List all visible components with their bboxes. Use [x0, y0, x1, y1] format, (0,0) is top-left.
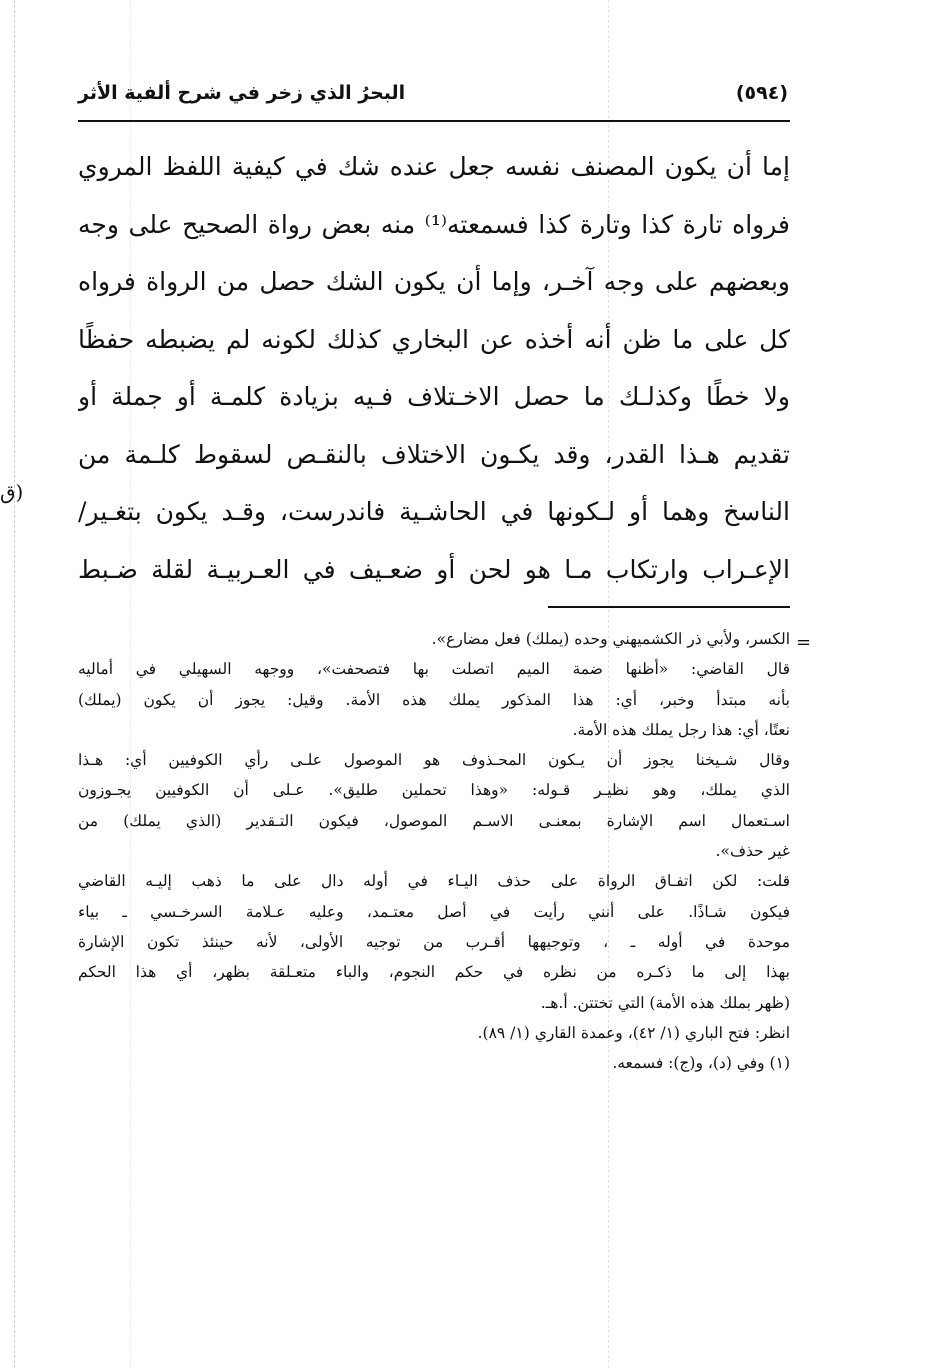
margin-marker: (ق — [0, 480, 24, 504]
footnote-line: قلت: لكن اتفـاق الرواة على حذف اليـاء في أوله دال على ما ذهب إليـه القاضي — [78, 872, 790, 891]
footnote-line: الكسر، ولأبي ذر الكشميهني وحده (يملك) فعل مضارع». — [431, 630, 790, 648]
footnote-line: (ظهر بملك هذه الأمة) التي تختتن. أ.هـ. — [540, 993, 790, 1012]
page-number: (٥٩٤) — [735, 82, 788, 104]
scan-fold-line — [14, 0, 15, 1368]
footnote-line: بهذا إلى ما ذكـره من نظره في حكم النجوم، والباء متعـلقة بظهر، أي هذا الحكم — [78, 963, 790, 982]
main-text-line: وبعضهم على وجه آخـر، وإما أن يكون الشك حصل من الرواة فرواه — [78, 267, 790, 296]
footnote-line: وقال شـيخنا يجوز أن يـكون المحـذوف هو الموصول علـى رأي الكوفيين أي: هـذا — [78, 751, 790, 770]
footnotes — [78, 624, 790, 1078]
main-text — [78, 138, 790, 598]
main-text-line: تقديم هـذا القدر، وقد يكـون الاختلاف بالنقـص لسقوط كلـمة من — [78, 439, 790, 469]
main-text-line: الإعـراب وارتكاب مـا هو لحن أو ضعـيف في العـربيـة لقلة ضـبط — [78, 554, 790, 584]
footnote-line: غير حذف». — [715, 842, 790, 861]
main-text-line: الناسخ وهما أو لـكونها في الحاشـية فاندرست، وقـد يكون بتغـير/ — [78, 497, 790, 526]
page-header — [78, 78, 790, 122]
footnote-line: اسـتعمال اسم الإشارة بمعنـى الاسـم الموصول، فيكون التـقدير (الذي يملك) من — [78, 811, 790, 830]
footnote-line: الذي يملك، وهو نظيـر قـوله: «وهذا تحملين طليق». عـلى أن الكوفيين يجـوزون — [78, 781, 790, 800]
main-text-line: ولا خطًا وكذلـك ما حصل الاخـتلاف فـيه بزيادة كلمـة أو جملة أو — [78, 382, 790, 411]
footnote-line: قال القاضي: «أظنها ضمة الميم اتصلت بها فتصحفت»، ووجهه السهيلي في أماليه — [78, 660, 790, 679]
continuation-marker: = — [796, 632, 812, 653]
main-text-line: كل على ما ظن أنه أخذه عن البخاري كذلك لكونه لم يضبطه حفظًا — [78, 324, 790, 354]
footnote-line: موحدة في أوله ـ ، وتوجيهها أقـرب من توجيه الأولى، لأنه حينئذ تكون الإشارة — [78, 932, 790, 951]
main-text-line: إما أن يكون المصنف نفسه جعل عنده شك في كيفية اللفظ المروي — [78, 152, 790, 181]
footnote-line: (١) وفي (د)، و(ج): فسمعه. — [612, 1054, 790, 1073]
footnote-separator — [548, 606, 790, 608]
footnote-line: نعتًا، أي: هذا رجل يملك هذه الأمة. — [572, 720, 790, 739]
footnote-line: بأنه مبتدأ وخبر، أي: هذا المذكور يملك هذه الأمة. وقيل: يجوز أن يكون (يملك) — [78, 690, 790, 709]
main-text-line: فرواه تارة كذا وتارة كذا فسمعته⁽¹⁾ منه بعض رواة الصحيح على وجه — [78, 209, 790, 239]
footnote-line: انظر: فتح الباري (١/ ٤٢)، وعمدة القاري (١/ ٨٩). — [477, 1023, 790, 1042]
running-title: البحرُ الذي زخر في شرح ألفية الأثر — [78, 82, 406, 104]
footnote-line: فيكون شـاذًا. على أنني رأيت في أصل معتـمد، وعليه عـلامة السرخـسي ـ بياء — [78, 902, 790, 921]
